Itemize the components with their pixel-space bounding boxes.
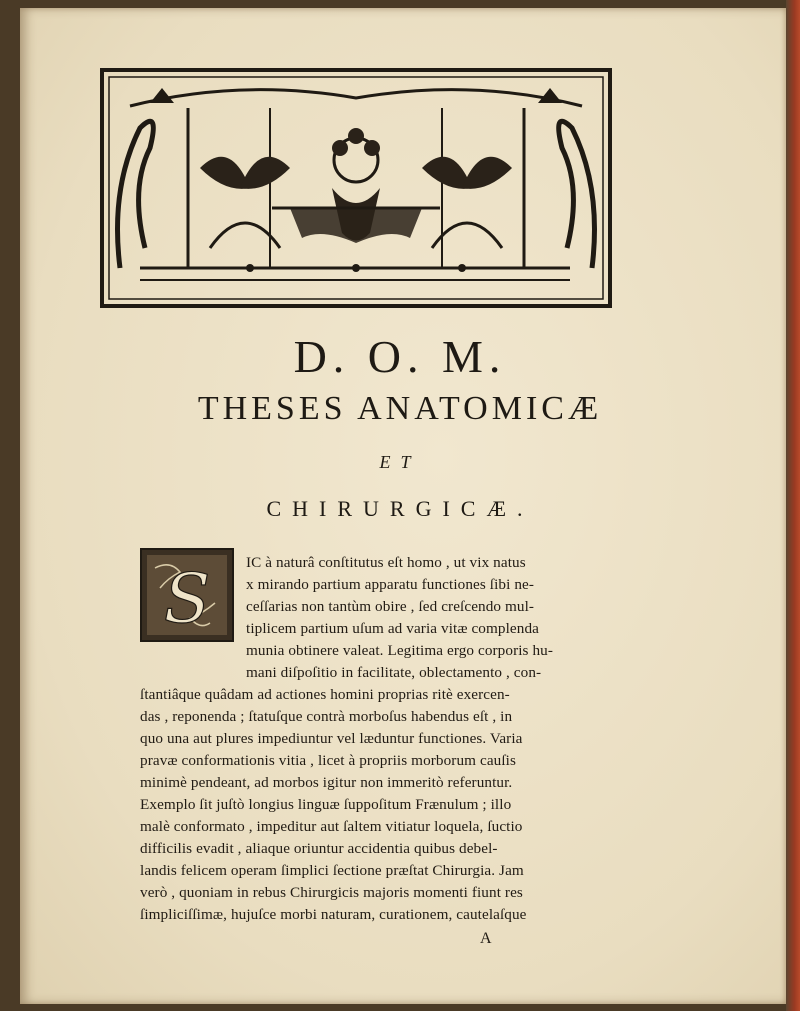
dropcap-s-initial	[140, 548, 234, 642]
text-line: Exemplo ſit juſtò longius linguæ ſuppoſitum Frænulum ; illo	[140, 796, 512, 813]
text-line: difficilis evadit , aliaque oriuntur accidentia quibus debel-	[140, 840, 498, 857]
text-line: ſimpliciſſimæ, hujuſce morbi naturam, curationem, cautelaſque	[140, 906, 527, 923]
conjunction-line: ET	[379, 452, 421, 472]
text-line: minimè pendeant, ad morbos igitur non immeritò referuntur.	[140, 774, 513, 791]
text-line: tiplicem partium uſum ad varia vitæ complenda	[246, 620, 539, 637]
dom-heading: D. O. M.	[293, 331, 507, 382]
text-line: IC à naturâ conſtitutus eſt homo , ut vix natus	[246, 554, 526, 571]
text-line: mani diſpoſitio in facilitate, oblectamento , con-	[246, 664, 542, 681]
ornamental-headpiece	[100, 68, 612, 308]
dropcap-letter: S	[163, 560, 211, 639]
page-title: THESES ANATOMICÆ	[197, 390, 603, 427]
text-line: landis felicem operam ſimplici ſectione præſtat Chirurgia. Jam	[140, 862, 524, 879]
text-line: x mirando partium apparatu functiones ſibi ne-	[246, 576, 535, 593]
text-line: ceſſarias non tantùm obire , ſed creſcendo mul-	[246, 598, 535, 615]
text-line: ſtantiâque quâdam ad actiones homini proprias ritè exercen-	[140, 686, 510, 703]
text-line: das , reponenda ; ſtatuſque contrà morboſus habendus eſt , in	[140, 708, 513, 725]
page-subtitle: CHIRURGICÆ.	[266, 496, 534, 521]
text-line: pravæ conformationis vitia , licet à propriis morborum cauſis	[140, 752, 516, 769]
signature-mark: A	[480, 930, 492, 947]
text-line: munia obtinere valeat. Legitima ergo corporis hu-	[246, 642, 554, 659]
text-line: malè conformato , impeditur aut ſaltem vitiatur loquela, ſuctio	[140, 818, 523, 835]
text-line: quo una aut plures impediuntur vel læduntur functiones. Varia	[140, 730, 523, 747]
text-line: verò , quoniam in rebus Chirurgicis majoris momenti fiunt res	[140, 884, 523, 901]
